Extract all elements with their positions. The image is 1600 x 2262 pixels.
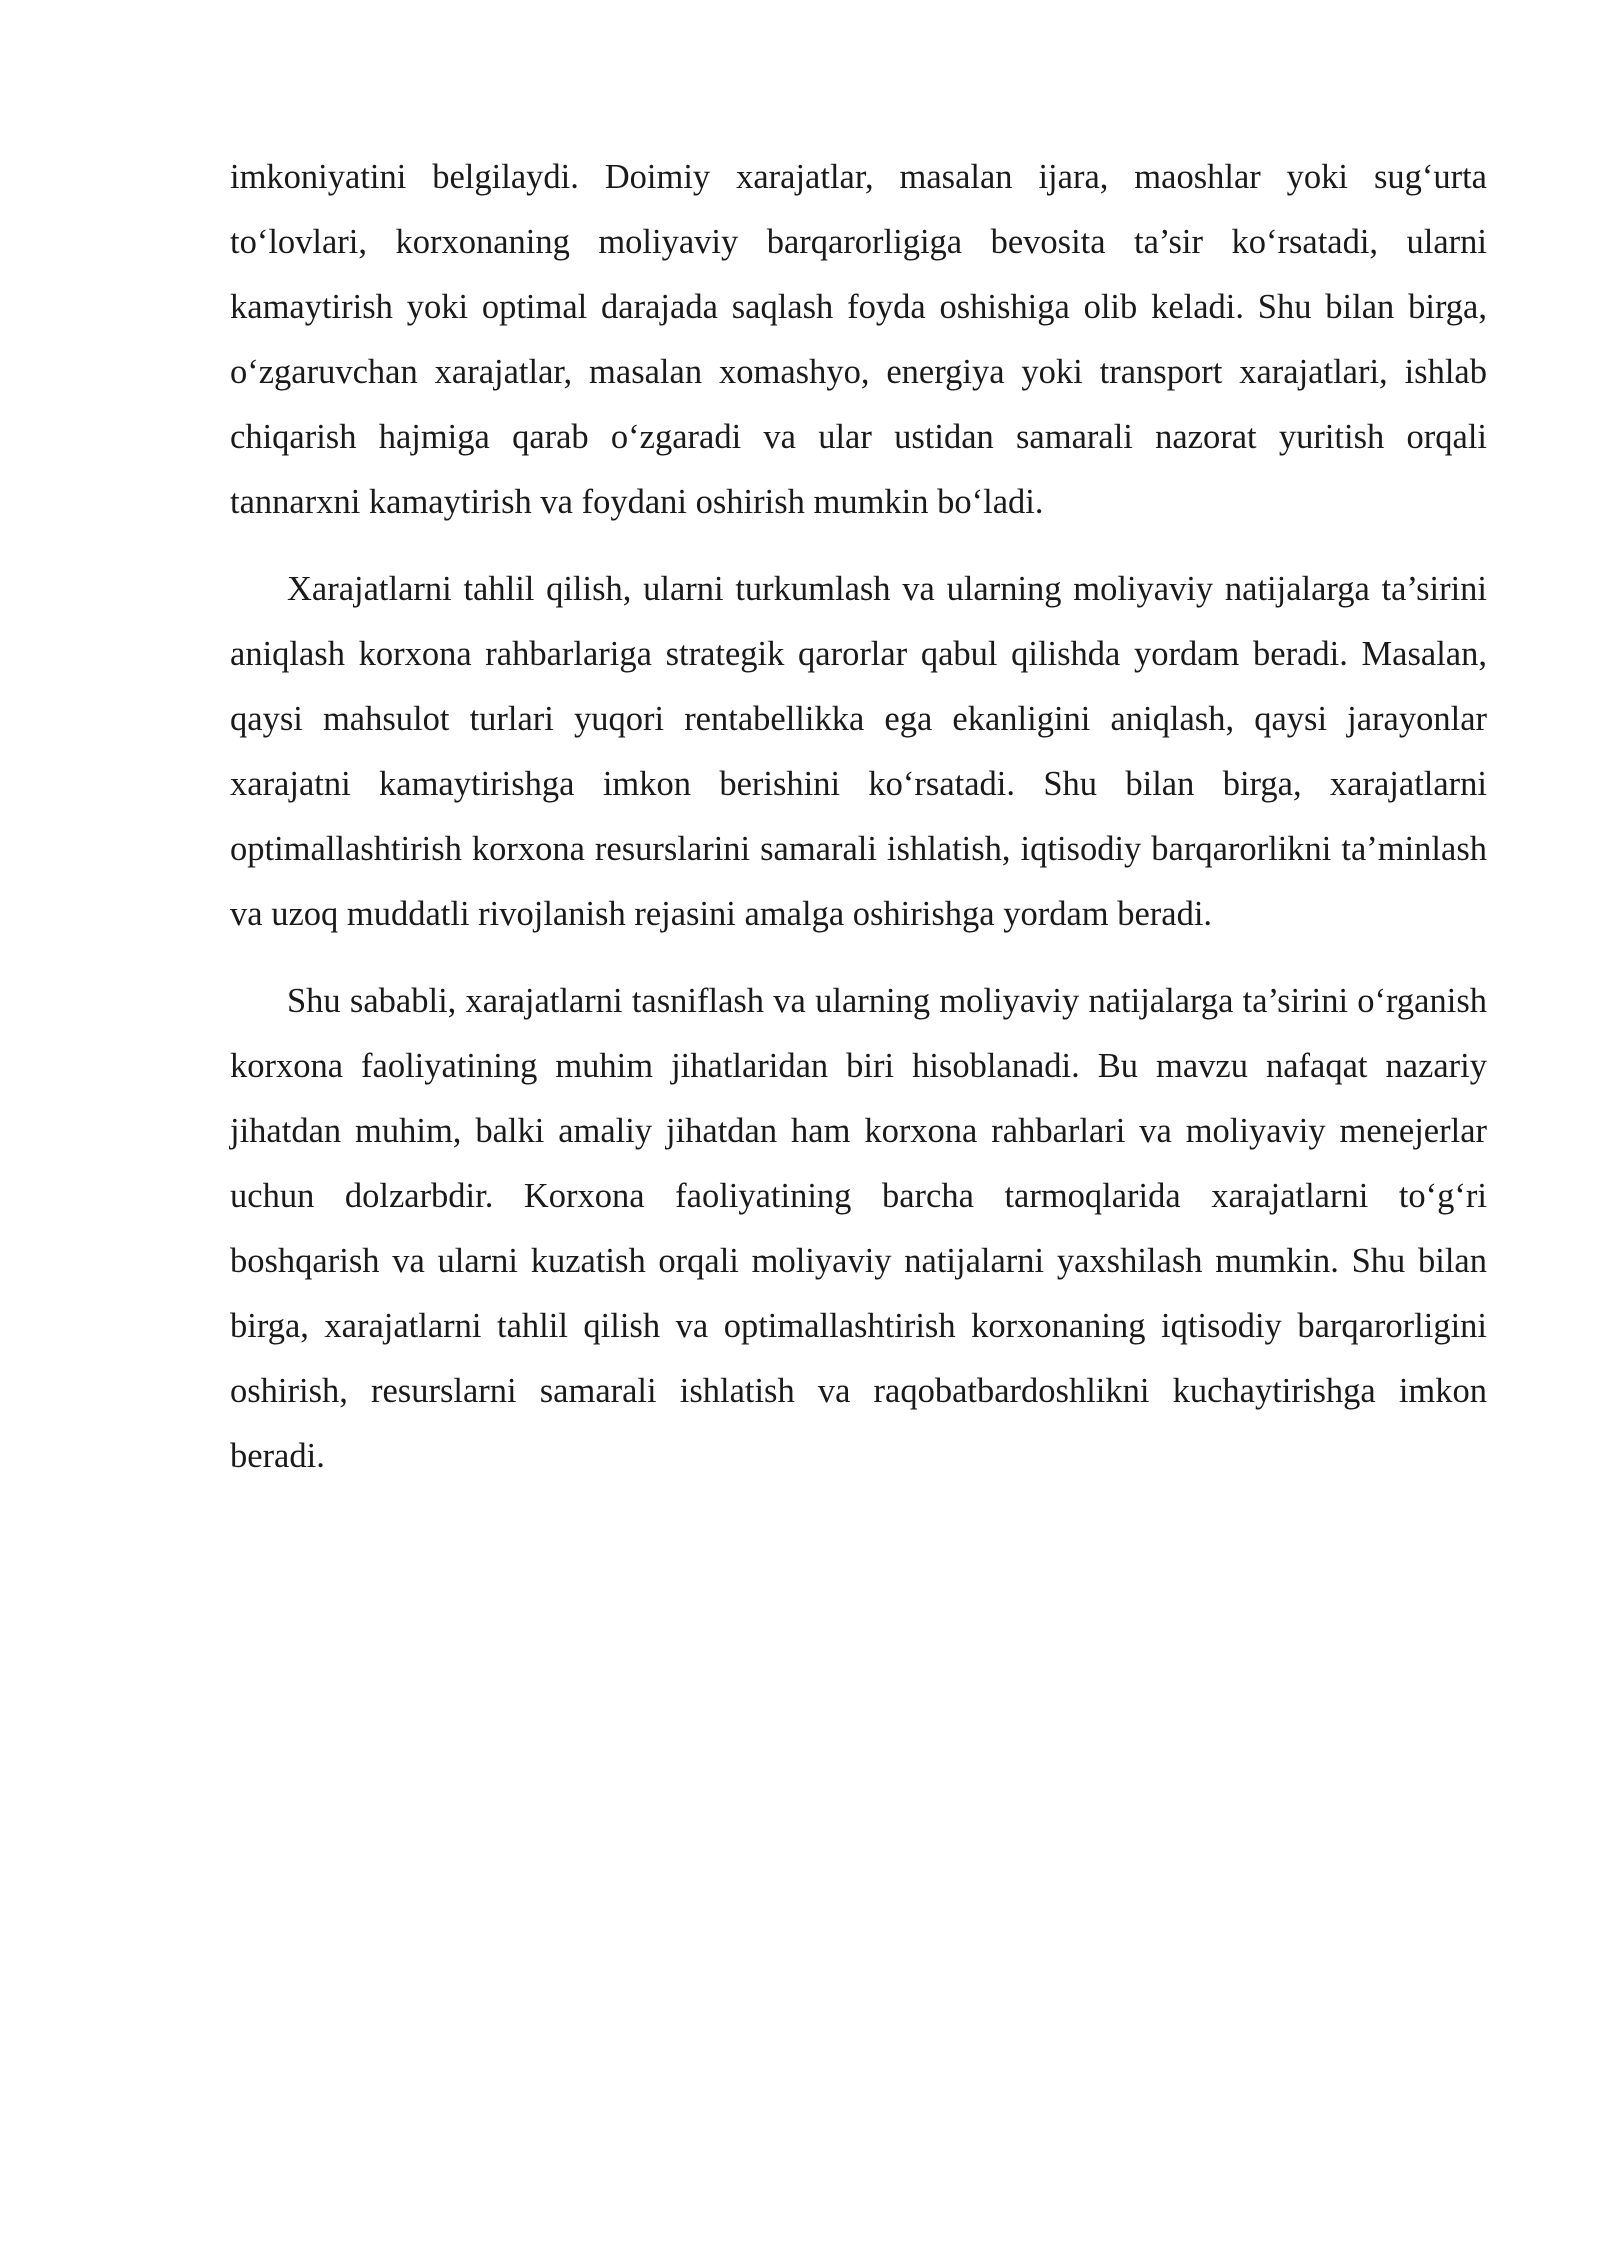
paragraph-1: imkoniyatini belgilaydi. Doimiy xarajatlar, masalan ijara, maoshlar yoki sug‘urta to‘lovlari, korxonaning moliyaviy barqarorligiga bevosita ta’sir ko‘rsatadi, ularni kamaytirish yoki optimal darajada saqlash foyda oshishiga olib keladi. Shu bilan birga, o‘zgaruvchan xarajatlar, masalan xomashyo, energiya yoki transport xarajatlari, ishlab chiqarish hajmiga qarab o‘zgaradi va ular ustidan samarali nazorat yuritish orqali tannarxni kamaytirish va foydani oshirish mumkin bo‘ladi. [230,158,1487,521]
paragraph-2: Xarajatlarni tahlil qilish, ularni turkumlash va ularning moliyaviy natijalarga ta’sirini aniqlash korxona rahbarlariga strategik qarorlar qabul qilishda yordam beradi. Masalan, qaysi mahsulot turlari yuqori rentabellikka ega ekanligini aniqlash, qaysi jarayonlar xarajatni kamaytirishga imkon berishini ko‘rsatadi. Shu bilan birga, xarajatlarni optimallashtirish korxona resurslarini samarali ishlatish, iqtisodiy barqarorlikni ta’minlash va uzoq muddatli rivojlanish rejasini amalga oshirishga yordam beradi. [230,570,1487,933]
paragraph-3: Shu sababli, xarajatlarni tasniflash va ularning moliyaviy natijalarga ta’sirini o‘rganish korxona faoliyatining muhim jihatlaridan biri hisoblanadi. Bu mavzu nafaqat nazariy jihatdan muhim, balki amaliy jihatdan ham korxona rahbarlari va moliyaviy menejerlar uchun dolzarbdir. Korxona faoliyatining barcha tarmoqlarida xarajatlarni to‘g‘ri boshqarish va ularni kuzatish orqali moliyaviy natijalarni yaxshilash mumkin. Shu bilan birga, xarajatlarni tahlil qilish va optimallashtirish korxonaning iqtisodiy barqarorligini oshirish, resurslarni samarali ishlatish va raqobatbardoshlikni kuchaytirishga imkon beradi. [230,982,1487,1475]
document-body [230,145,1487,1511]
